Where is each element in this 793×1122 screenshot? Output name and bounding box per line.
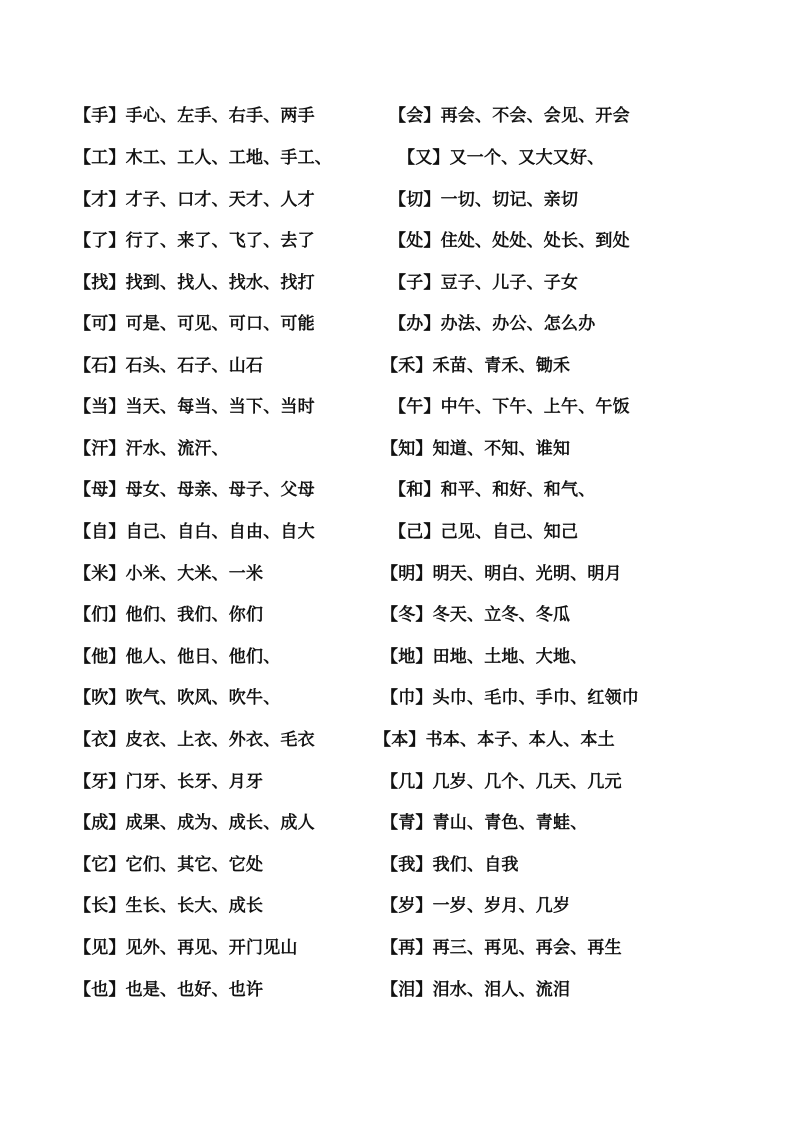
word-entry-right bbox=[389, 185, 578, 215]
word-examples: 也是、也好、也许 bbox=[125, 980, 264, 1000]
word-examples: 行了、来了、飞了、去了 bbox=[125, 231, 315, 251]
word-examples: 吹气、吹风、吹牛、 bbox=[125, 688, 281, 708]
word-entry-right bbox=[381, 351, 570, 381]
word-entry-right bbox=[389, 392, 630, 422]
character-key: 【又】 bbox=[398, 148, 450, 168]
word-examples: 明天、明白、光明、明月 bbox=[432, 564, 622, 584]
character-key: 【冬】 bbox=[381, 605, 433, 625]
character-key: 【当】 bbox=[74, 397, 126, 417]
word-examples: 田地、土地、大地、 bbox=[432, 647, 588, 667]
word-examples: 汗水、流汗、 bbox=[125, 439, 229, 459]
word-entry-right bbox=[381, 683, 639, 713]
word-entry-left bbox=[74, 933, 298, 963]
word-row bbox=[0, 850, 793, 880]
character-key: 【处】 bbox=[389, 231, 441, 251]
word-examples: 见外、再见、开门见山 bbox=[125, 938, 298, 958]
word-entry-left bbox=[74, 642, 280, 672]
word-entry-right bbox=[381, 933, 622, 963]
word-examples: 豆子、儿子、子女 bbox=[440, 273, 579, 293]
word-entry-left bbox=[74, 891, 263, 921]
character-key: 【切】 bbox=[389, 190, 441, 210]
word-row bbox=[0, 268, 793, 298]
word-entry-right bbox=[381, 559, 622, 589]
character-key: 【会】 bbox=[389, 106, 441, 126]
character-key: 【米】 bbox=[74, 564, 126, 584]
character-key: 【汗】 bbox=[74, 439, 126, 459]
word-row bbox=[0, 143, 793, 173]
word-examples: 他们、我们、你们 bbox=[125, 605, 264, 625]
word-entry-right bbox=[381, 850, 519, 880]
word-entry-left bbox=[74, 185, 315, 215]
word-entry-left bbox=[74, 392, 315, 422]
word-examples: 自己、自白、自由、自大 bbox=[125, 522, 315, 542]
word-examples: 又一个、又大又好、 bbox=[449, 148, 605, 168]
word-examples: 再会、不会、会见、开会 bbox=[440, 106, 630, 126]
word-entry-right bbox=[381, 600, 570, 630]
word-examples: 门牙、长牙、月牙 bbox=[125, 772, 264, 792]
word-examples: 可是、可见、可口、可能 bbox=[125, 314, 315, 334]
character-key: 【子】 bbox=[389, 273, 441, 293]
word-examples: 头巾、毛巾、手巾、红领巾 bbox=[432, 688, 640, 708]
character-key: 【衣】 bbox=[74, 730, 126, 750]
word-entry-left bbox=[74, 600, 263, 630]
character-key: 【手】 bbox=[74, 106, 126, 126]
word-row bbox=[0, 725, 793, 755]
word-row bbox=[0, 351, 793, 381]
character-key: 【母】 bbox=[74, 480, 126, 500]
word-entry-right bbox=[389, 101, 630, 131]
word-row bbox=[0, 975, 793, 1005]
word-row bbox=[0, 767, 793, 797]
character-key: 【禾】 bbox=[381, 356, 433, 376]
character-key: 【知】 bbox=[381, 439, 433, 459]
word-row bbox=[0, 101, 793, 131]
word-entry-right bbox=[389, 268, 578, 298]
character-key: 【它】 bbox=[74, 855, 126, 875]
character-key: 【再】 bbox=[381, 938, 433, 958]
word-entry-right bbox=[381, 642, 587, 672]
word-examples: 和平、和好、和气、 bbox=[440, 480, 596, 500]
word-entry-right bbox=[398, 143, 604, 173]
word-entry-left bbox=[74, 434, 229, 464]
word-entry-right bbox=[381, 891, 570, 921]
word-examples: 办法、办公、怎么办 bbox=[440, 314, 596, 334]
word-entry-left bbox=[74, 767, 263, 797]
word-row bbox=[0, 185, 793, 215]
word-examples: 住处、处处、处长、到处 bbox=[440, 231, 630, 251]
word-examples: 才子、口才、天才、人才 bbox=[125, 190, 315, 210]
word-entry-left bbox=[74, 850, 263, 880]
character-key: 【了】 bbox=[74, 231, 126, 251]
word-entry-right bbox=[389, 226, 630, 256]
word-entry-right bbox=[381, 767, 622, 797]
character-key: 【巾】 bbox=[381, 688, 433, 708]
word-row bbox=[0, 808, 793, 838]
word-entry-right bbox=[389, 475, 595, 505]
word-examples: 他人、他日、他们、 bbox=[125, 647, 281, 667]
word-examples: 成果、成为、成长、成人 bbox=[125, 813, 315, 833]
character-key: 【石】 bbox=[74, 356, 126, 376]
character-key: 【可】 bbox=[74, 314, 126, 334]
word-entry-right bbox=[389, 309, 595, 339]
word-entry-left bbox=[74, 808, 315, 838]
word-examples: 再三、再见、再会、再生 bbox=[432, 938, 622, 958]
character-key: 【青】 bbox=[381, 813, 433, 833]
word-examples: 我们、自我 bbox=[432, 855, 519, 875]
word-entry-right bbox=[381, 434, 570, 464]
character-key: 【明】 bbox=[381, 564, 433, 584]
word-examples: 冬天、立冬、冬瓜 bbox=[432, 605, 571, 625]
word-entry-left bbox=[74, 101, 315, 131]
character-key: 【他】 bbox=[74, 647, 126, 667]
word-examples: 找到、找人、找水、找打 bbox=[125, 273, 315, 293]
character-key: 【午】 bbox=[389, 397, 441, 417]
word-row bbox=[0, 475, 793, 505]
word-entry-left bbox=[74, 725, 315, 755]
word-entry-left bbox=[74, 975, 263, 1005]
character-key: 【本】 bbox=[374, 730, 426, 750]
word-row bbox=[0, 392, 793, 422]
word-entry-right bbox=[374, 725, 615, 755]
character-key: 【我】 bbox=[381, 855, 433, 875]
word-examples: 几岁、几个、几天、几元 bbox=[432, 772, 622, 792]
word-row bbox=[0, 226, 793, 256]
word-examples: 禾苗、青禾、锄禾 bbox=[432, 356, 571, 376]
word-row bbox=[0, 309, 793, 339]
word-entry-left bbox=[74, 475, 315, 505]
word-entry-left bbox=[74, 517, 315, 547]
word-row bbox=[0, 683, 793, 713]
word-entry-left bbox=[74, 559, 263, 589]
character-key: 【找】 bbox=[74, 273, 126, 293]
word-examples: 一岁、岁月、几岁 bbox=[432, 896, 571, 916]
word-examples: 一切、切记、亲切 bbox=[440, 190, 579, 210]
word-row bbox=[0, 600, 793, 630]
character-key: 【地】 bbox=[381, 647, 433, 667]
word-row bbox=[0, 517, 793, 547]
word-entry-left bbox=[74, 143, 332, 173]
word-examples: 书本、本子、本人、本土 bbox=[425, 730, 615, 750]
character-key: 【也】 bbox=[74, 980, 126, 1000]
word-examples: 中午、下午、上午、午饭 bbox=[440, 397, 630, 417]
word-examples: 青山、青色、青蛙、 bbox=[432, 813, 588, 833]
character-key: 【吹】 bbox=[74, 688, 126, 708]
word-examples: 木工、工人、工地、手工、 bbox=[125, 148, 333, 168]
character-key: 【办】 bbox=[389, 314, 441, 334]
character-key: 【泪】 bbox=[381, 980, 433, 1000]
word-examples: 皮衣、上衣、外衣、毛衣 bbox=[125, 730, 315, 750]
word-examples: 母女、母亲、母子、父母 bbox=[125, 480, 315, 500]
character-key: 【见】 bbox=[74, 938, 126, 958]
word-entry-left bbox=[74, 268, 315, 298]
character-key: 【几】 bbox=[381, 772, 433, 792]
word-examples: 手心、左手、右手、两手 bbox=[125, 106, 315, 126]
character-key: 【己】 bbox=[389, 522, 441, 542]
word-entry-left bbox=[74, 351, 263, 381]
word-examples: 己见、自己、知己 bbox=[440, 522, 579, 542]
word-row bbox=[0, 933, 793, 963]
word-row bbox=[0, 559, 793, 589]
character-key: 【工】 bbox=[74, 148, 126, 168]
word-entry-right bbox=[389, 517, 578, 547]
character-key: 【和】 bbox=[389, 480, 441, 500]
character-key: 【岁】 bbox=[381, 896, 433, 916]
word-row bbox=[0, 642, 793, 672]
word-entry-left bbox=[74, 226, 315, 256]
word-examples: 小米、大米、一米 bbox=[125, 564, 264, 584]
character-key: 【才】 bbox=[74, 190, 126, 210]
word-examples: 知道、不知、谁知 bbox=[432, 439, 571, 459]
character-key: 【成】 bbox=[74, 813, 126, 833]
word-row bbox=[0, 434, 793, 464]
word-entry-right bbox=[381, 808, 587, 838]
word-entry-right bbox=[381, 975, 570, 1005]
word-row bbox=[0, 891, 793, 921]
character-key: 【们】 bbox=[74, 605, 126, 625]
character-key: 【长】 bbox=[74, 896, 126, 916]
character-key: 【牙】 bbox=[74, 772, 126, 792]
word-entry-left bbox=[74, 683, 280, 713]
word-examples: 泪水、泪人、流泪 bbox=[432, 980, 571, 1000]
word-examples: 生长、长大、成长 bbox=[125, 896, 264, 916]
word-examples: 石头、石子、山石 bbox=[125, 356, 264, 376]
word-entry-left bbox=[74, 309, 315, 339]
character-key: 【自】 bbox=[74, 522, 126, 542]
word-examples: 它们、其它、它处 bbox=[125, 855, 264, 875]
word-examples: 当天、每当、当下、当时 bbox=[125, 397, 315, 417]
